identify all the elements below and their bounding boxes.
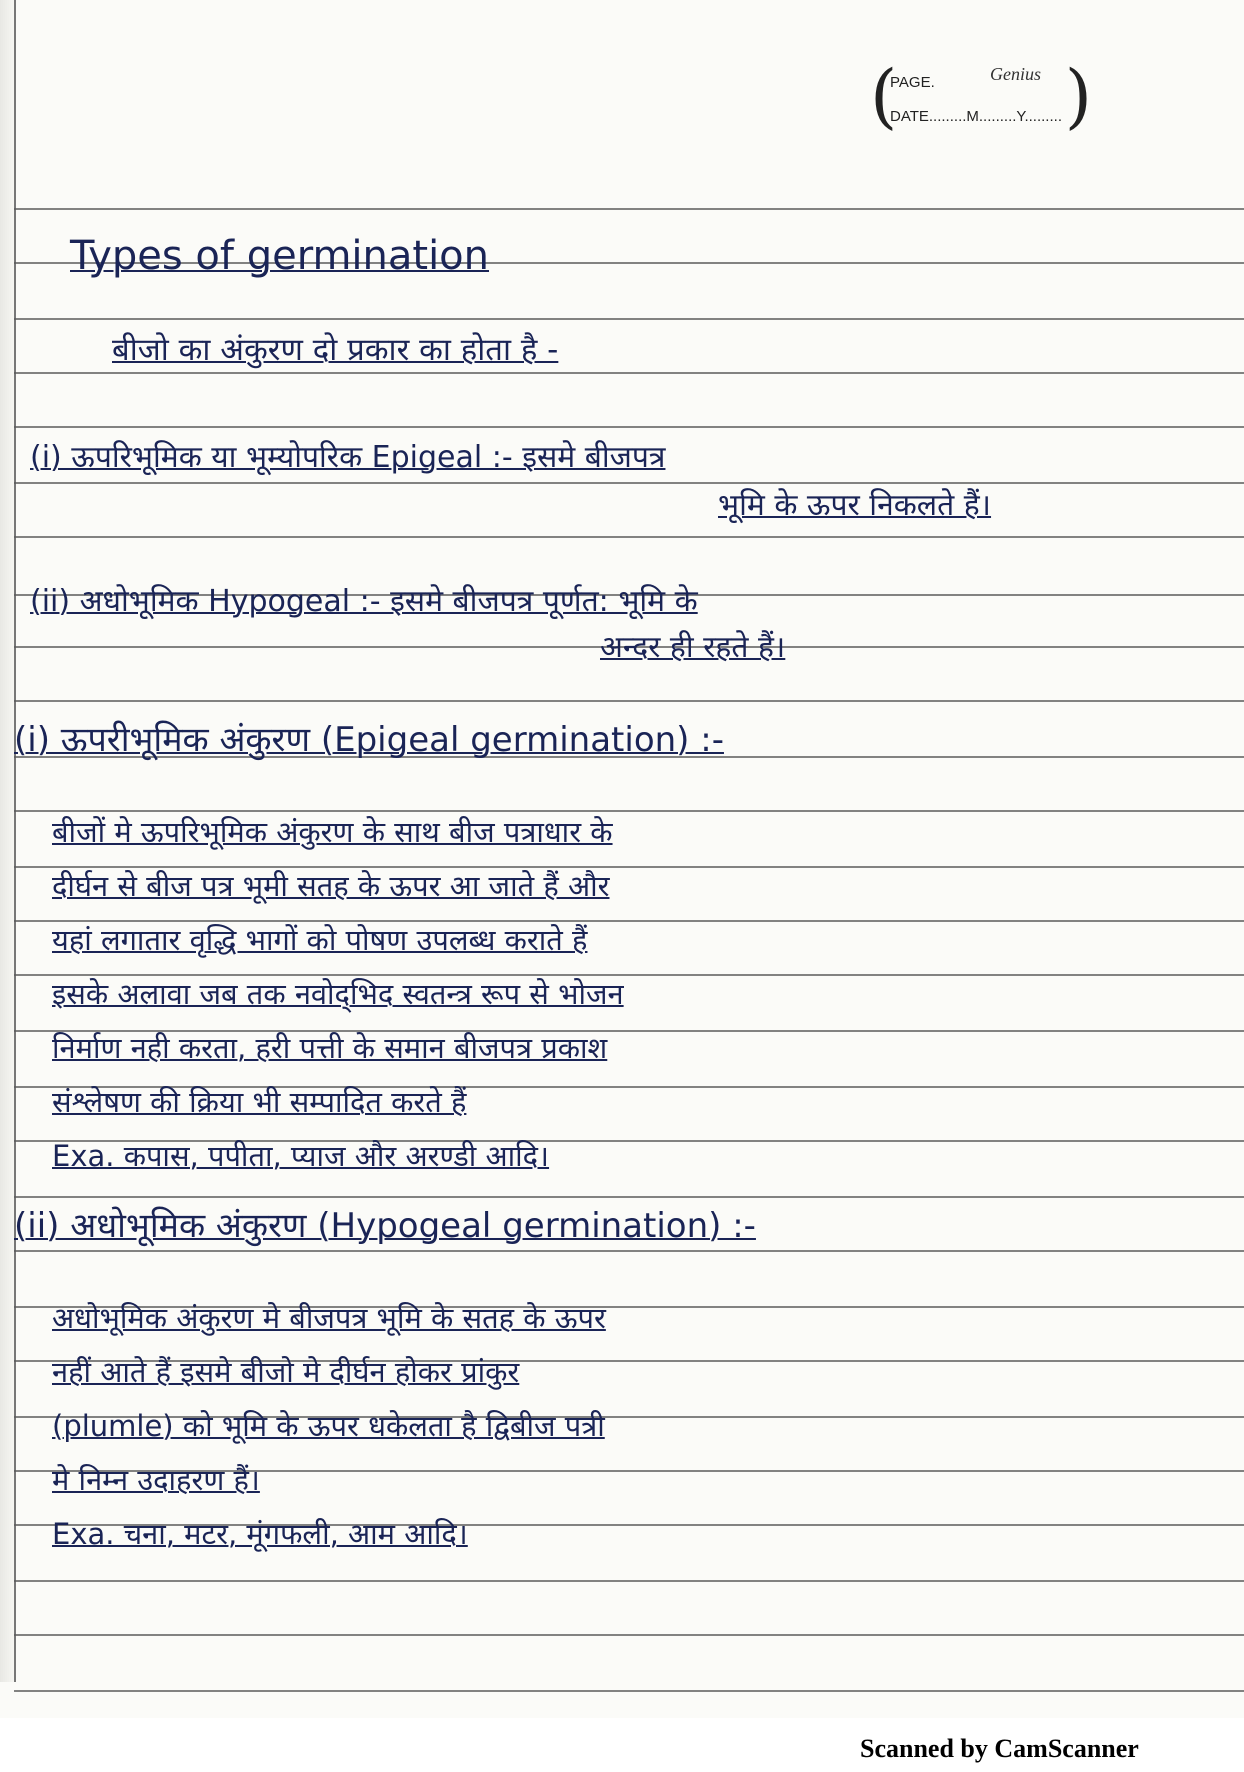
page-label: PAGE. xyxy=(890,74,935,91)
date-label: DATE.........M.........Y......... xyxy=(890,108,1062,125)
point-2-line-1: (ii) अधोभूमिक Hypogeal :- इसमे बीजपत्र पूर्णत: भूमि के xyxy=(30,584,698,619)
left-bracket: ( xyxy=(870,55,898,137)
ruled-line xyxy=(14,1690,1244,1692)
epigeal-line: बीजों मे ऊपरिभूमिक अंकुरण के साथ बीज पत्राधार के xyxy=(52,815,613,849)
ruled-line xyxy=(14,1580,1244,1582)
epigeal-line: यहां लगातार वृद्धि भागों को पोषण उपलब्ध कराते हैं xyxy=(52,923,588,957)
page-date-box xyxy=(870,55,1092,142)
epigeal-line: निर्माण नही करता, हरी पत्ती के समान बीजपत्र प्रकाश xyxy=(52,1031,608,1065)
epigeal-heading: (i) ऊपरीभूमिक अंकुरण (Epigeal germination) :- xyxy=(14,720,724,760)
brand-logo: Genius xyxy=(990,64,1041,84)
hypogeal-line: Exa. चना, मटर, मूंगफली, आम आदि। xyxy=(52,1517,468,1551)
scanner-watermark: Scanned by CamScanner xyxy=(860,1734,1139,1763)
ruled-line xyxy=(14,536,1244,538)
intro-line: बीजो का अंकुरण दो प्रकार का होता है - xyxy=(112,332,559,368)
point-2-line-2: अन्दर ही रहते हैं। xyxy=(600,630,786,665)
hypogeal-line: मे निम्न उदाहरण हैं। xyxy=(52,1463,260,1497)
ruled-line xyxy=(14,208,1244,210)
ruled-line xyxy=(14,372,1244,374)
epigeal-line: इसके अलावा जब तक नवोद्‌भिद स्वतन्त्र रूप से भोजन xyxy=(52,977,624,1011)
point-1-line-2: भूमि के ऊपर निकलते हैं। xyxy=(718,488,992,523)
ruled-line xyxy=(14,318,1244,320)
point-1-line-1: (i) ऊपरिभूमिक या भूम्योपरिक Epigeal :- इसमे बीजपत्र xyxy=(30,440,666,475)
ruled-line xyxy=(14,1196,1244,1198)
page-binding-edge xyxy=(0,0,16,1682)
ruled-line xyxy=(14,482,1244,484)
page-title: Types of germination xyxy=(70,233,490,279)
hypogeal-line: (plumle) को भूमि के ऊपर धकेलता है द्विबीज पत्री xyxy=(52,1409,605,1443)
ruled-line xyxy=(14,700,1244,702)
epigeal-line: Exa. कपास, पपीता, प्याज और अरण्डी आदि। xyxy=(52,1139,550,1173)
hypogeal-line: नहीं आते हैं इसमे बीजो मे दीर्घन होकर प्रांकुर xyxy=(52,1355,520,1389)
ruled-line xyxy=(14,1634,1244,1636)
ruled-line xyxy=(14,426,1244,428)
hypogeal-heading: (ii) अधोभूमिक अंकुरण (Hypogeal germination) :- xyxy=(14,1206,756,1246)
right-bracket: ) xyxy=(1064,55,1092,137)
ruled-line xyxy=(14,1250,1244,1252)
hypogeal-line: अधोभूमिक अंकुरण मे बीजपत्र भूमि के सतह के ऊपर xyxy=(52,1301,606,1335)
epigeal-line: संश्लेषण की क्रिया भी सम्पादित करते हैं xyxy=(52,1085,467,1119)
epigeal-line: दीर्घन से बीज पत्र भूमी सतह के ऊपर आ जाते हैं और xyxy=(52,869,610,903)
